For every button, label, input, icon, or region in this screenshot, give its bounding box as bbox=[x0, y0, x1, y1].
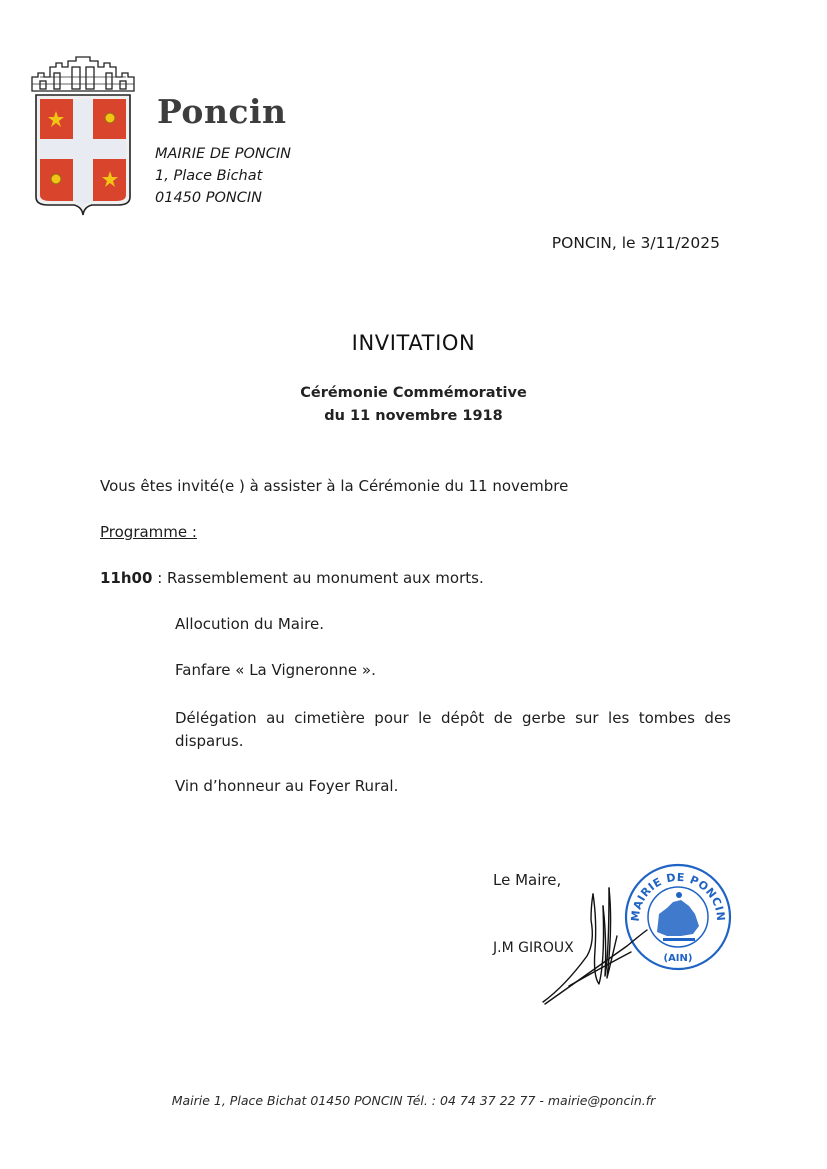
programme-item: Vin d’honneur au Foyer Rural. bbox=[175, 777, 399, 795]
programme-item-continuation: disparus. bbox=[175, 732, 244, 750]
subtitle-line-2: du 11 novembre 1918 bbox=[324, 408, 503, 424]
address-line-1: MAIRIE DE PONCIN bbox=[155, 146, 292, 162]
programme-label: Programme : bbox=[100, 523, 197, 541]
programme-item: Allocution du Maire. bbox=[175, 615, 324, 633]
date-line: PONCIN, le 3/11/2025 bbox=[551, 234, 720, 252]
address-line-3: 01450 PONCIN bbox=[155, 190, 262, 206]
programme-time: 11h00 bbox=[100, 569, 153, 587]
programme-item: Fanfare « La Vigneronne ». bbox=[175, 661, 376, 679]
address-line-2: 1, Place Bichat bbox=[155, 168, 263, 184]
subtitle-line-1: Cérémonie Commémorative bbox=[300, 385, 527, 401]
intro-text: Vous êtes invité(e ) à assister à la Cérémonie du 11 novembre bbox=[100, 477, 569, 495]
programme-item: Délégation au cimetière pour le dépôt de gerbe sur les tombes des bbox=[175, 709, 731, 727]
handwritten-signature bbox=[535, 880, 670, 1010]
footer-contact: Mairie 1, Place Bichat 01450 PONCIN Tél. : 04 74 37 22 77 - mairie@poncin.fr bbox=[171, 1093, 656, 1108]
document-title: INVITATION bbox=[351, 331, 476, 355]
town-name: Poncin bbox=[157, 92, 287, 131]
seal-top-text: MAIRIE DE PONCIN bbox=[628, 870, 728, 923]
signatory-name: J.M GIROUX bbox=[493, 940, 574, 956]
programme-first-item bbox=[100, 569, 484, 587]
programme-first-item-text: : Rassemblement au monument aux morts. bbox=[152, 569, 484, 587]
signatory-title: Le Maire, bbox=[493, 871, 562, 889]
coat-of-arms-logo bbox=[26, 55, 140, 217]
seal-bottom-text: (AIN) bbox=[663, 953, 693, 964]
